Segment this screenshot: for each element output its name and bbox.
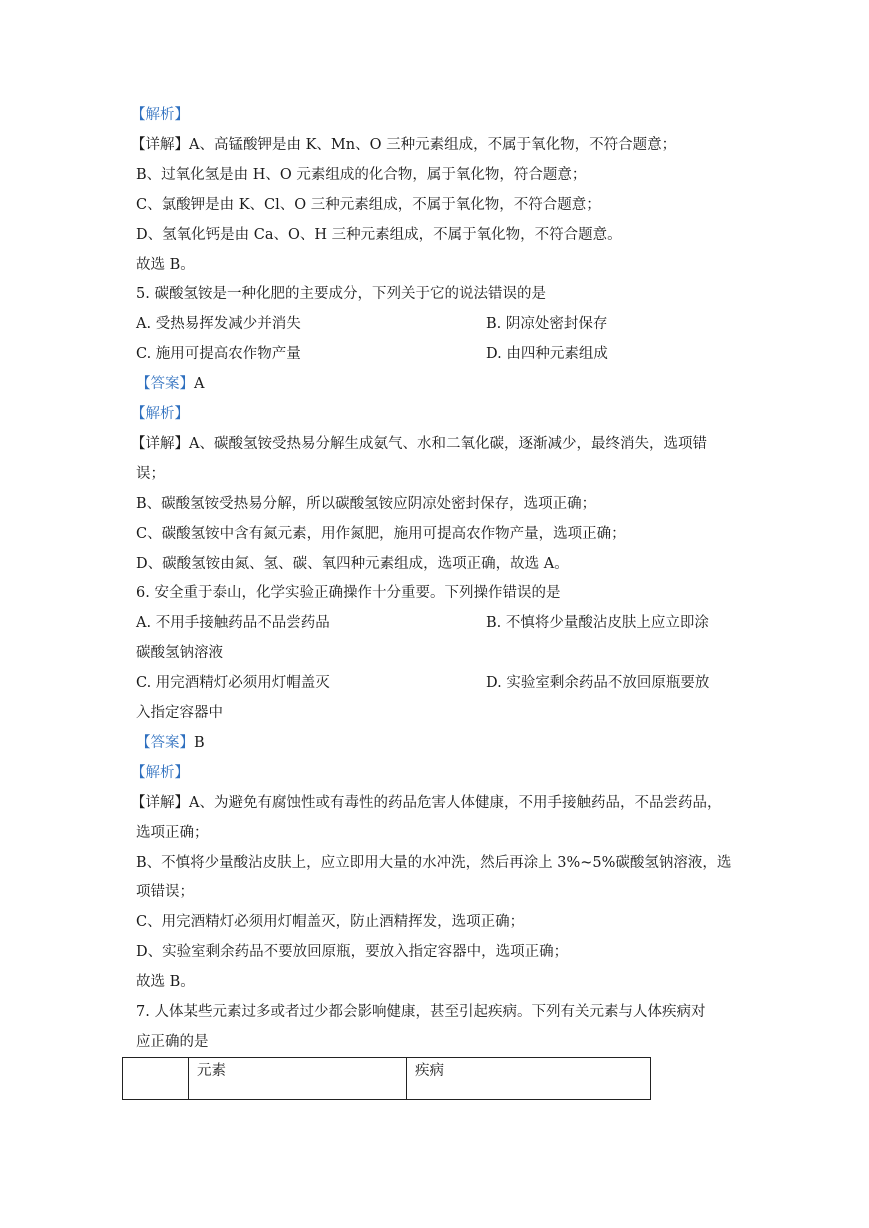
answer-tag: 【答案】 [136,735,194,751]
body-line: 入指定容器中 [136,705,223,721]
detail-tag: 【详解】 [131,137,189,153]
body-line: 故选 B。 [136,257,195,273]
body-line: 5. 碳酸氢铵是一种化肥的主要成分，下列关于它的说法错误的是 [136,286,546,302]
body-line: 误； [136,466,165,482]
answer-line [136,374,204,394]
table-header-cell: 元素 [189,1058,407,1100]
body-line: D、碳酸氢铵由氮、氢、碳、氧四种元素组成，选项正确，故选 A。 [136,556,569,572]
table-header-row [123,1058,651,1100]
detail-line [131,793,721,813]
option-text: C. 用完酒精灯必须用灯帽盖灭 [136,675,330,691]
element-disease-table [122,1057,651,1100]
detail-tag: 【详解】 [131,436,189,452]
body-line: B、过氧化氢是由 H、O 元素组成的化合物，属于氧化物，符合题意； [136,167,587,183]
section-tag: 【解析】 [131,765,189,781]
section-tag: 【解析】 [131,107,189,123]
body-line: 7. 人体某些元素过多或者过少都会影响健康，甚至引起疾病。下列有关元素与人体疾病对 [136,1004,706,1020]
answer-value: A [194,376,205,392]
body-line: 应正确的是 [136,1034,209,1050]
body-line: C、氯酸钾是由 K、Cl、O 三种元素组成，不属于氧化物，不符合题意； [136,197,601,213]
section-tag: 【解析】 [131,406,189,422]
detail-tag: 【详解】 [131,795,189,811]
body-line: 6. 安全重于泰山，化学实验正确操作十分重要。下列操作错误的是 [136,585,561,601]
detail-text: A、为避免有腐蚀性或有毒性的药品危害人体健康，不用手接触药品，不品尝药品， [189,795,722,811]
body-line: 故选 B。 [136,974,195,990]
body-line: D、实验室剩余药品不要放回原瓶，要放入指定容器中，选项正确； [136,944,569,960]
answer-tag: 【答案】 [136,376,194,392]
body-line: 碳酸氢钠溶液 [136,645,223,661]
detail-line [131,135,676,155]
option-text: B. 阴凉处密封保存 [486,316,608,332]
body-line: C、用完酒精灯必须用灯帽盖灭，防止酒精挥发，选项正确； [136,914,525,930]
option-text: B. 不慎将少量酸沾皮肤上应立即涂 [486,615,709,631]
answer-line [136,733,205,753]
table-header-cell: 疾病 [407,1058,651,1100]
answer-value: B [194,735,205,751]
option-text: D. 由四种元素组成 [486,346,608,362]
body-line: 项错误； [136,884,194,900]
option-text: D. 实验室剩余药品不放回原瓶要放 [486,675,710,691]
detail-text: A、碳酸氢铵受热易分解生成氨气、水和二氧化碳，逐渐减少，最终消失，选项错 [189,436,707,452]
detail-text: A、高锰酸钾是由 K、Mn、O 三种元素组成，不属于氧化物，不符合题意； [189,137,677,153]
option-text: A. 受热易挥发减少并消失 [136,316,301,332]
body-line: 选项正确； [136,825,209,841]
body-line: D、氢氧化钙是由 Ca、O、H 三种元素组成，不属于氧化物，不符合题意。 [136,227,622,243]
table-header-cell [123,1058,189,1100]
body-line: B、不慎将少量酸沾皮肤上，应立即用大量的水冲洗，然后再涂上 3%~5%碳酸氢钠溶液，选 [136,855,732,871]
detail-line [131,434,707,454]
body-line: C、碳酸氢铵中含有氮元素，用作氮肥，施用可提高农作物产量，选项正确； [136,526,626,542]
option-text: A. 不用手接触药品不品尝药品 [136,615,330,631]
option-text: C. 施用可提高农作物产量 [136,346,301,362]
body-line: B、碳酸氢铵受热易分解，所以碳酸氢铵应阴凉处密封保存，选项正确； [136,496,597,512]
